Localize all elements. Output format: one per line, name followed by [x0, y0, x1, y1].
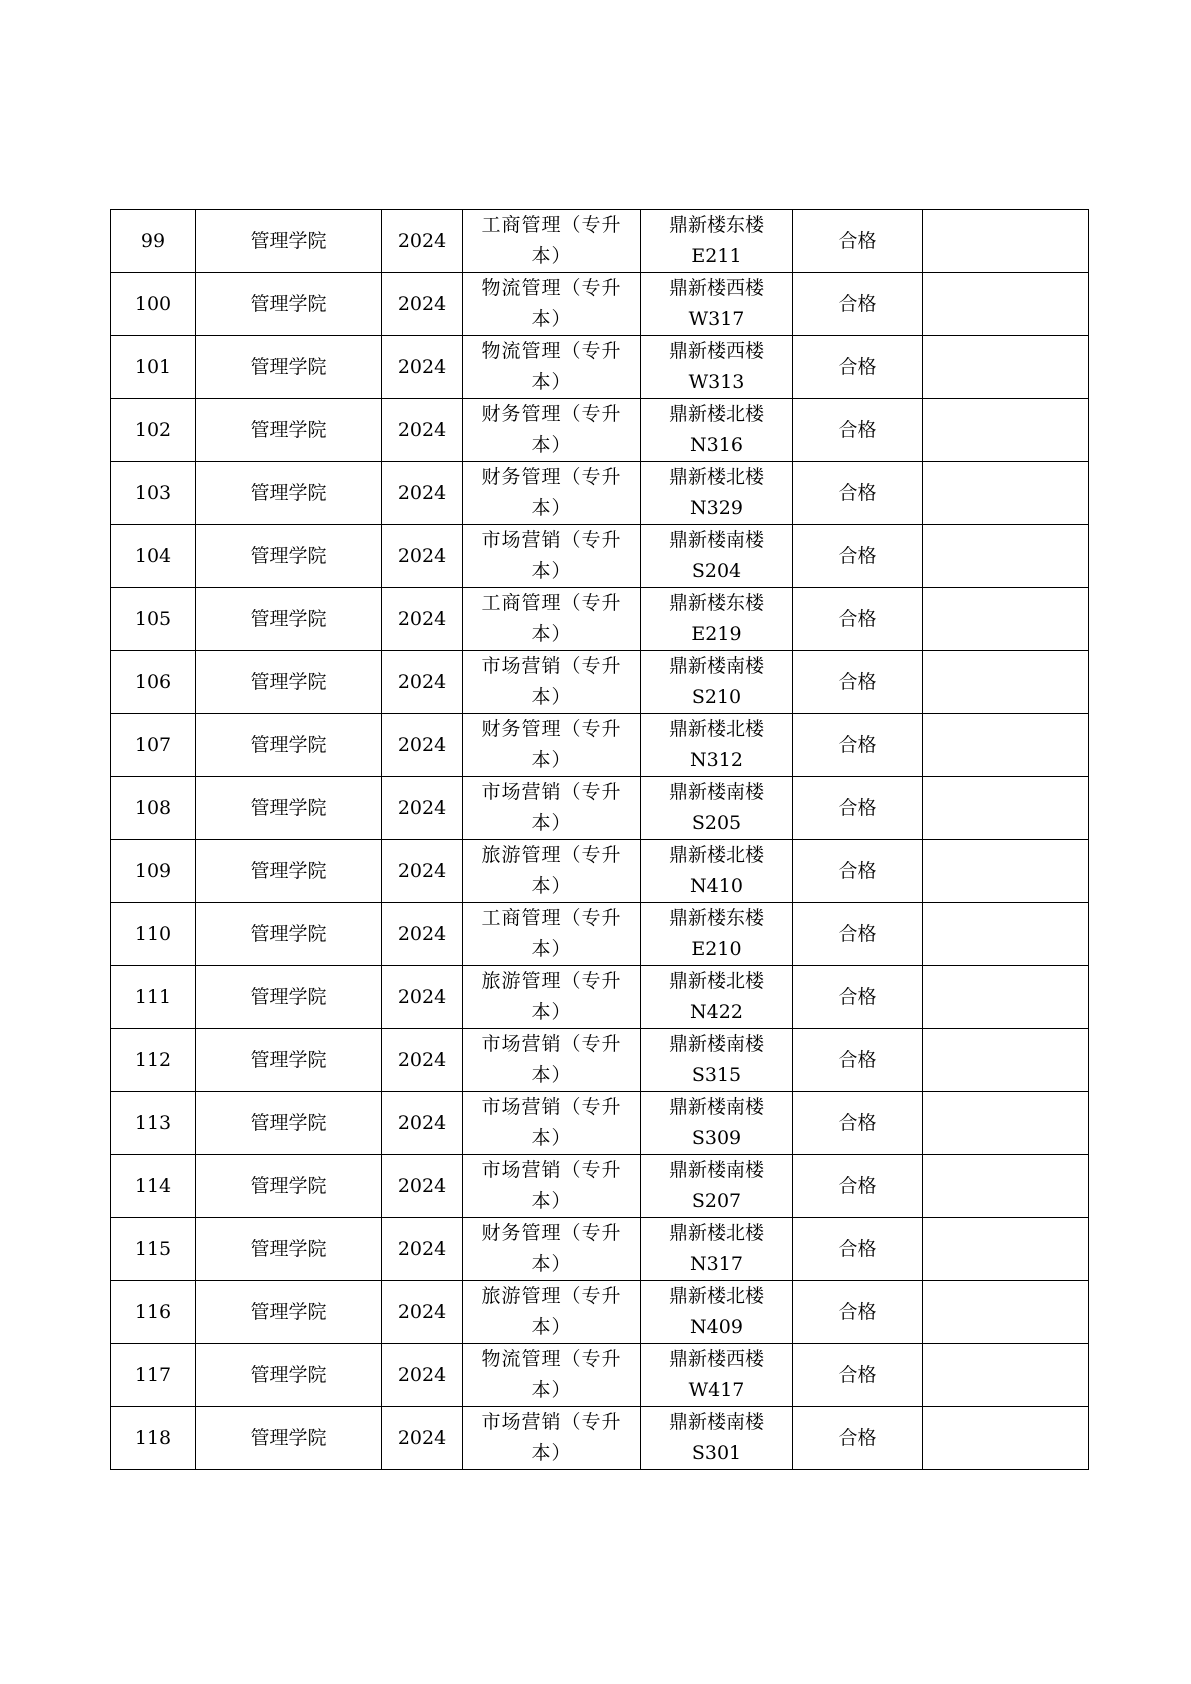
- major-cell: [463, 1218, 641, 1281]
- classroom-line-1: 鼎新楼北楼: [668, 1222, 764, 1244]
- row-number-cell: 118: [111, 1407, 196, 1470]
- classroom-line-2: S205: [691, 812, 742, 834]
- results-table: [110, 209, 1089, 1470]
- major-line-1: 市场营销（专升: [481, 1411, 622, 1433]
- major-line-1: 市场营销（专升: [481, 529, 622, 551]
- year-cell: 2024: [382, 336, 463, 399]
- classroom-cell: [641, 336, 793, 399]
- table-row: [111, 1029, 1089, 1092]
- major-line-1: 市场营销（专升: [481, 1033, 622, 1055]
- note-cell: [923, 840, 1089, 903]
- note-cell: [923, 777, 1089, 840]
- table-row: [111, 651, 1089, 714]
- table-row: [111, 903, 1089, 966]
- row-number-cell: 116: [111, 1281, 196, 1344]
- college-cell: 管理学院: [196, 525, 382, 588]
- note-cell: [923, 1344, 1089, 1407]
- major-line-1: 旅游管理（专升: [481, 844, 622, 866]
- year-cell: 2024: [382, 714, 463, 777]
- table-row: [111, 525, 1089, 588]
- note-cell: [923, 336, 1089, 399]
- major-line-2: 本）: [531, 1442, 572, 1464]
- college-cell: 管理学院: [196, 210, 382, 273]
- classroom-line-2: N316: [690, 434, 743, 456]
- college-cell: 管理学院: [196, 336, 382, 399]
- year-cell: 2024: [382, 210, 463, 273]
- row-number-cell: 102: [111, 399, 196, 462]
- major-line-2: 本）: [531, 1064, 572, 1086]
- classroom-line-2: N317: [690, 1253, 743, 1275]
- note-cell: [923, 588, 1089, 651]
- year-cell: 2024: [382, 1092, 463, 1155]
- major-line-2: 本）: [531, 434, 572, 456]
- classroom-line-1: 鼎新楼南楼: [668, 529, 764, 551]
- classroom-cell: [641, 1092, 793, 1155]
- year-cell: 2024: [382, 1407, 463, 1470]
- year-cell: 2024: [382, 1029, 463, 1092]
- year-cell: 2024: [382, 588, 463, 651]
- college-cell: 管理学院: [196, 1344, 382, 1407]
- result-cell: 合格: [793, 651, 923, 714]
- major-line-2: 本）: [531, 497, 572, 519]
- classroom-line-2: W417: [688, 1379, 745, 1401]
- table-row: [111, 714, 1089, 777]
- table-body: [111, 210, 1089, 1470]
- major-cell: [463, 651, 641, 714]
- classroom-cell: [641, 651, 793, 714]
- major-cell: [463, 1155, 641, 1218]
- major-line-2: 本）: [531, 1379, 572, 1401]
- table-row: [111, 336, 1089, 399]
- major-line-1: 工商管理（专升: [481, 907, 622, 929]
- result-cell: 合格: [793, 1218, 923, 1281]
- result-cell: 合格: [793, 1281, 923, 1344]
- classroom-line-1: 鼎新楼南楼: [668, 1159, 764, 1181]
- note-cell: [923, 1029, 1089, 1092]
- row-number-cell: 115: [111, 1218, 196, 1281]
- college-cell: 管理学院: [196, 1155, 382, 1218]
- year-cell: 2024: [382, 1218, 463, 1281]
- table-row: [111, 966, 1089, 1029]
- result-cell: 合格: [793, 525, 923, 588]
- result-cell: 合格: [793, 399, 923, 462]
- table-row: [111, 1281, 1089, 1344]
- classroom-line-1: 鼎新楼北楼: [668, 466, 764, 488]
- year-cell: 2024: [382, 462, 463, 525]
- classroom-line-2: S309: [691, 1127, 742, 1149]
- classroom-cell: [641, 588, 793, 651]
- table-row: [111, 840, 1089, 903]
- major-line-1: 物流管理（专升: [481, 277, 622, 299]
- year-cell: 2024: [382, 525, 463, 588]
- classroom-line-2: S207: [691, 1190, 742, 1212]
- classroom-line-1: 鼎新楼东楼: [668, 214, 764, 236]
- note-cell: [923, 651, 1089, 714]
- classroom-line-2: N422: [690, 1001, 743, 1023]
- major-cell: [463, 399, 641, 462]
- classroom-line-2: S210: [691, 686, 742, 708]
- major-line-1: 工商管理（专升: [481, 214, 622, 236]
- note-cell: [923, 210, 1089, 273]
- classroom-line-2: E211: [691, 245, 742, 267]
- college-cell: 管理学院: [196, 714, 382, 777]
- table-row: [111, 1218, 1089, 1281]
- row-number-cell: 107: [111, 714, 196, 777]
- table-row: [111, 210, 1089, 273]
- row-number-cell: 117: [111, 1344, 196, 1407]
- row-number-cell: 100: [111, 273, 196, 336]
- college-cell: 管理学院: [196, 840, 382, 903]
- result-cell: 合格: [793, 1029, 923, 1092]
- major-cell: [463, 525, 641, 588]
- major-cell: [463, 588, 641, 651]
- year-cell: 2024: [382, 840, 463, 903]
- table-row: [111, 462, 1089, 525]
- result-cell: 合格: [793, 588, 923, 651]
- row-number-cell: 108: [111, 777, 196, 840]
- result-cell: 合格: [793, 1344, 923, 1407]
- note-cell: [923, 273, 1089, 336]
- college-cell: 管理学院: [196, 777, 382, 840]
- classroom-line-1: 鼎新楼南楼: [668, 1033, 764, 1055]
- row-number-cell: 109: [111, 840, 196, 903]
- year-cell: 2024: [382, 651, 463, 714]
- table-row: [111, 588, 1089, 651]
- note-cell: [923, 462, 1089, 525]
- classroom-line-1: 鼎新楼南楼: [668, 781, 764, 803]
- major-cell: [463, 210, 641, 273]
- result-cell: 合格: [793, 903, 923, 966]
- major-cell: [463, 462, 641, 525]
- year-cell: 2024: [382, 1155, 463, 1218]
- note-cell: [923, 714, 1089, 777]
- result-cell: 合格: [793, 273, 923, 336]
- major-cell: [463, 1281, 641, 1344]
- major-cell: [463, 1344, 641, 1407]
- year-cell: 2024: [382, 1344, 463, 1407]
- table-row: [111, 1407, 1089, 1470]
- major-line-1: 市场营销（专升: [481, 1159, 622, 1181]
- major-line-2: 本）: [531, 686, 572, 708]
- row-number-cell: 110: [111, 903, 196, 966]
- classroom-line-1: 鼎新楼北楼: [668, 970, 764, 992]
- major-cell: [463, 714, 641, 777]
- major-line-1: 旅游管理（专升: [481, 1285, 622, 1307]
- classroom-cell: [641, 525, 793, 588]
- classroom-line-2: W313: [688, 371, 745, 393]
- row-number-cell: 112: [111, 1029, 196, 1092]
- result-cell: 合格: [793, 840, 923, 903]
- major-line-1: 财务管理（专升: [481, 1222, 622, 1244]
- college-cell: 管理学院: [196, 1092, 382, 1155]
- note-cell: [923, 1218, 1089, 1281]
- row-number-cell: 111: [111, 966, 196, 1029]
- classroom-line-2: N312: [690, 749, 743, 771]
- row-number-cell: 101: [111, 336, 196, 399]
- note-cell: [923, 1407, 1089, 1470]
- note-cell: [923, 903, 1089, 966]
- major-line-2: 本）: [531, 560, 572, 582]
- major-line-2: 本）: [531, 623, 572, 645]
- major-line-1: 市场营销（专升: [481, 655, 622, 677]
- classroom-line-1: 鼎新楼南楼: [668, 1096, 764, 1118]
- result-cell: 合格: [793, 1407, 923, 1470]
- college-cell: 管理学院: [196, 966, 382, 1029]
- year-cell: 2024: [382, 1281, 463, 1344]
- college-cell: 管理学院: [196, 651, 382, 714]
- classroom-line-2: S315: [691, 1064, 742, 1086]
- major-line-2: 本）: [531, 812, 572, 834]
- row-number-cell: 99: [111, 210, 196, 273]
- major-cell: [463, 1029, 641, 1092]
- classroom-line-1: 鼎新楼东楼: [668, 907, 764, 929]
- classroom-line-2: E210: [691, 938, 742, 960]
- note-cell: [923, 399, 1089, 462]
- classroom-cell: [641, 1218, 793, 1281]
- row-number-cell: 114: [111, 1155, 196, 1218]
- classroom-cell: [641, 714, 793, 777]
- classroom-cell: [641, 462, 793, 525]
- classroom-cell: [641, 777, 793, 840]
- result-cell: 合格: [793, 1092, 923, 1155]
- major-line-1: 物流管理（专升: [481, 340, 622, 362]
- result-cell: 合格: [793, 714, 923, 777]
- classroom-line-2: E219: [691, 623, 742, 645]
- classroom-line-1: 鼎新楼西楼: [668, 340, 764, 362]
- college-cell: 管理学院: [196, 273, 382, 336]
- classroom-cell: [641, 273, 793, 336]
- major-line-2: 本）: [531, 371, 572, 393]
- major-line-2: 本）: [531, 749, 572, 771]
- table-row: [111, 273, 1089, 336]
- result-cell: 合格: [793, 210, 923, 273]
- major-line-2: 本）: [531, 1253, 572, 1275]
- row-number-cell: 104: [111, 525, 196, 588]
- table-row: [111, 1092, 1089, 1155]
- classroom-cell: [641, 399, 793, 462]
- classroom-line-1: 鼎新楼东楼: [668, 592, 764, 614]
- result-cell: 合格: [793, 966, 923, 1029]
- major-cell: [463, 1092, 641, 1155]
- classroom-cell: [641, 1029, 793, 1092]
- college-cell: 管理学院: [196, 1029, 382, 1092]
- major-line-2: 本）: [531, 308, 572, 330]
- major-line-1: 财务管理（专升: [481, 718, 622, 740]
- major-line-1: 物流管理（专升: [481, 1348, 622, 1370]
- classroom-line-1: 鼎新楼西楼: [668, 277, 764, 299]
- classroom-line-2: N409: [690, 1316, 743, 1338]
- major-cell: [463, 840, 641, 903]
- college-cell: 管理学院: [196, 1218, 382, 1281]
- college-cell: 管理学院: [196, 1407, 382, 1470]
- row-number-cell: 106: [111, 651, 196, 714]
- table-row: [111, 399, 1089, 462]
- classroom-cell: [641, 210, 793, 273]
- major-cell: [463, 273, 641, 336]
- major-cell: [463, 903, 641, 966]
- table-row: [111, 1155, 1089, 1218]
- major-cell: [463, 336, 641, 399]
- note-cell: [923, 1281, 1089, 1344]
- year-cell: 2024: [382, 399, 463, 462]
- result-cell: 合格: [793, 462, 923, 525]
- classroom-cell: [641, 903, 793, 966]
- result-cell: 合格: [793, 777, 923, 840]
- college-cell: 管理学院: [196, 399, 382, 462]
- classroom-line-2: S204: [691, 560, 742, 582]
- classroom-cell: [641, 840, 793, 903]
- college-cell: 管理学院: [196, 588, 382, 651]
- major-cell: [463, 1407, 641, 1470]
- college-cell: 管理学院: [196, 462, 382, 525]
- classroom-cell: [641, 1344, 793, 1407]
- row-number-cell: 103: [111, 462, 196, 525]
- classroom-line-1: 鼎新楼北楼: [668, 1285, 764, 1307]
- major-line-1: 工商管理（专升: [481, 592, 622, 614]
- classroom-line-2: S301: [691, 1442, 742, 1464]
- major-line-2: 本）: [531, 938, 572, 960]
- classroom-line-1: 鼎新楼北楼: [668, 403, 764, 425]
- year-cell: 2024: [382, 777, 463, 840]
- classroom-cell: [641, 1407, 793, 1470]
- classroom-cell: [641, 966, 793, 1029]
- row-number-cell: 113: [111, 1092, 196, 1155]
- table-row: [111, 1344, 1089, 1407]
- note-cell: [923, 966, 1089, 1029]
- classroom-cell: [641, 1155, 793, 1218]
- major-line-1: 旅游管理（专升: [481, 970, 622, 992]
- result-cell: 合格: [793, 1155, 923, 1218]
- classroom-line-1: 鼎新楼南楼: [668, 1411, 764, 1433]
- major-line-1: 财务管理（专升: [481, 403, 622, 425]
- year-cell: 2024: [382, 903, 463, 966]
- classroom-line-1: 鼎新楼西楼: [668, 1348, 764, 1370]
- classroom-line-1: 鼎新楼北楼: [668, 844, 764, 866]
- major-line-2: 本）: [531, 245, 572, 267]
- note-cell: [923, 525, 1089, 588]
- major-line-2: 本）: [531, 1316, 572, 1338]
- major-line-2: 本）: [531, 875, 572, 897]
- table-row: [111, 777, 1089, 840]
- classroom-line-1: 鼎新楼北楼: [668, 718, 764, 740]
- note-cell: [923, 1092, 1089, 1155]
- result-cell: 合格: [793, 336, 923, 399]
- major-line-2: 本）: [531, 1001, 572, 1023]
- major-cell: [463, 777, 641, 840]
- college-cell: 管理学院: [196, 903, 382, 966]
- major-line-1: 市场营销（专升: [481, 781, 622, 803]
- year-cell: 2024: [382, 966, 463, 1029]
- row-number-cell: 105: [111, 588, 196, 651]
- note-cell: [923, 1155, 1089, 1218]
- classroom-line-2: N410: [690, 875, 743, 897]
- major-line-1: 市场营销（专升: [481, 1096, 622, 1118]
- major-line-1: 财务管理（专升: [481, 466, 622, 488]
- major-line-2: 本）: [531, 1127, 572, 1149]
- classroom-cell: [641, 1281, 793, 1344]
- major-line-2: 本）: [531, 1190, 572, 1212]
- college-cell: 管理学院: [196, 1281, 382, 1344]
- year-cell: 2024: [382, 273, 463, 336]
- classroom-line-2: N329: [690, 497, 743, 519]
- classroom-line-1: 鼎新楼南楼: [668, 655, 764, 677]
- classroom-line-2: W317: [688, 308, 745, 330]
- major-cell: [463, 966, 641, 1029]
